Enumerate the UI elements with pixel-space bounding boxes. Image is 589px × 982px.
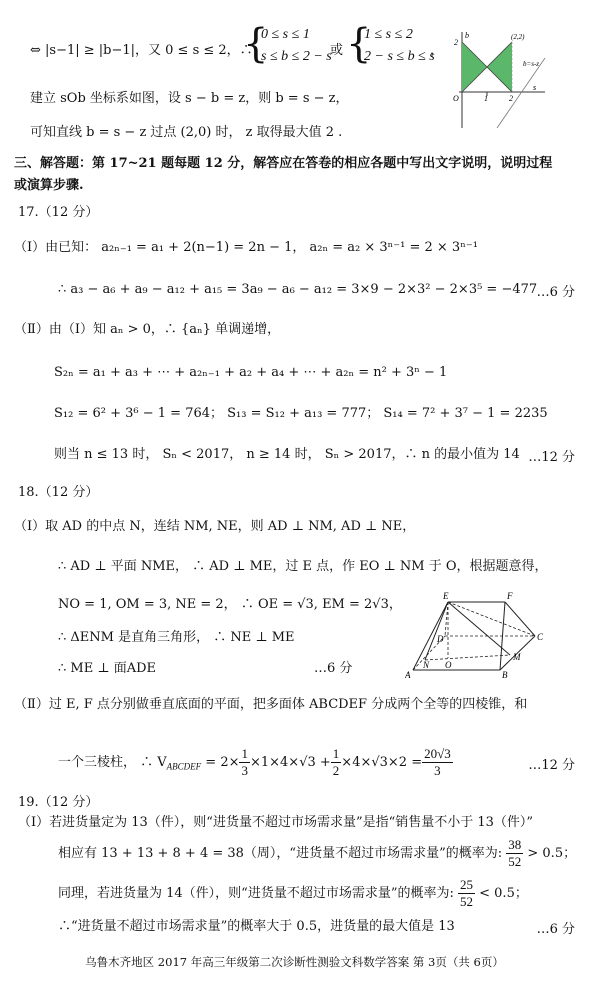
top-line-1-text: ⇔ |s−1| ≥ |b−1|，又 0 ≤ s ≤ 2，∴ (30, 43, 253, 58)
system1-row1: 0 ≤ s ≤ 1 (261, 27, 310, 42)
comma: ， (430, 43, 444, 58)
point-M: M (513, 652, 521, 662)
vertex-C: C (537, 632, 544, 642)
q17-s12-line: S₁₂ = 6² + 3⁶ − 1 = 764； S₁₃ = S₁₂ + a₁₃ = 777； S₁₄ = 7² + 3⁷ − 1 = 2235 (54, 406, 548, 421)
vertex-B: B (502, 670, 508, 680)
volume-part-d: ×4×√3×2 = (341, 755, 423, 770)
top-line-2: 建立 sOb 坐标系如图，设 s − b = z，则 b = s − z， (30, 91, 349, 106)
q18-part2-score: …12 分 (528, 758, 575, 773)
tick-1-x: 1 (484, 94, 488, 103)
brace-system-2 (346, 21, 442, 70)
shaded-region (462, 42, 487, 92)
q19-line-4: ∴“进货量不超过市场需求量”的概率大于 0.5，进货量的最大值是 13 (58, 919, 455, 934)
fraction-38-52: $\frac{38}{52}$ (508, 837, 522, 869)
q17-part1-line: （Ⅰ）由已知： a₂ₙ₋₁ = a₁ + 2(n−1) = 2n − 1， a₂ₙ = a₂ × 3ⁿ⁻¹ = 2 × 3ⁿ⁻¹ (14, 240, 478, 255)
vertex-F: F (507, 591, 513, 601)
line-label: b=s-z (523, 60, 540, 68)
point-N: N (423, 660, 430, 670)
q19-heading: 19.（12 分） (18, 795, 99, 810)
tick-2-y: 2 (454, 38, 458, 47)
volume-subscript: ABCDEF (166, 761, 202, 772)
q17-part2-line: （Ⅱ）由（Ⅰ）知 aₙ > 0，∴ {aₙ} 单调递增， (14, 322, 281, 337)
q18-heading: 18.（12 分） (18, 485, 99, 500)
left-brace-2: { (346, 21, 372, 67)
q18-line-3: NO = 1, OM = 3, NE = 2， ∴ OE = √3, EM = 2√3， (58, 597, 402, 612)
region-graph (445, 28, 575, 133)
volume-lead: 一个三棱柱， ∴ V (58, 755, 167, 770)
left-brace-1: { (243, 21, 269, 67)
axis-s-label: s (533, 83, 537, 92)
q19-line-2-tail: > 0.5； (527, 846, 577, 861)
q17-sum-line: S₂ₙ = a₁ + a₃ + ⋯ + a₂ₙ₋₁ + a₂ + a₄ + ⋯ + a₂ₙ = n² + 3ⁿ − 1 (54, 365, 448, 380)
volume-part-c: ×1×4×√3 + (249, 755, 331, 770)
vertex-A: A (405, 670, 411, 680)
fraction-result: $\frac{20√3}{3}$ (424, 746, 451, 778)
q18-line-2: ∴ AD ⊥ 平面 NME， ∴ AD ⊥ ME，过 E 点，作 EO ⊥ NM 于 O，根据题意得， (58, 559, 548, 574)
q17-heading: 17.（12 分） (18, 205, 99, 220)
system2-row2: 2 − s ≤ b ≤ s (364, 49, 435, 64)
top-line-1 (30, 42, 253, 60)
q19-score: …6 分 (536, 922, 575, 937)
vertex-D: D (437, 634, 444, 644)
q19-line-1: （Ⅰ）若进货量定为 13（件），则“进货量不超过市场需求量”是指“销售量不小于 13（件）” (18, 815, 534, 830)
q17-part1-score: …6 分 (536, 285, 575, 300)
polyhedron-figure (405, 590, 555, 680)
q18-part1-line: （Ⅰ）取 AD 的中点 N，连结 NM, NE，则 AD ⊥ NM, AD ⊥ NE， (14, 519, 416, 534)
section-3-title-2: 或演算步骤. (14, 178, 84, 193)
q18-part1-score: …6 分 (314, 661, 353, 676)
q17-part1-calc: ∴ a₃ − a₆ + a₉ − a₁₂ + a₁₅ = 3a₉ − a₆ − a₁₂ = 3×9 − 2×3² − 2×3⁵ = −477 (58, 282, 538, 297)
point-O: O (445, 660, 452, 670)
q19-line-2 (58, 836, 576, 872)
q18-volume-line (58, 745, 453, 785)
vertex-E: E (443, 591, 449, 601)
axis-b-label: b (465, 31, 469, 40)
brace-system-1 (243, 21, 333, 70)
volume-part-b: = 2× (201, 755, 240, 770)
q17-conclusion: 则当 n ≤ 13 时， Sₙ < 2017， n ≥ 14 时， Sₙ > 2017，∴ n 的最小值为 14 (54, 447, 520, 462)
system1-row2: s ≤ b ≤ 2 − s (261, 49, 332, 64)
page-footer: 乌鲁木齐地区 2017 年高三年级第二次诊断性测验文科数学答案 第 3页（共 6页） (85, 955, 504, 969)
origin-label: O (453, 94, 459, 103)
fraction-1-2: $\frac{1}{2}$ (332, 746, 340, 778)
point-2-2-label: (2,2) (511, 33, 525, 41)
tick-2-x: 2 (509, 94, 513, 103)
fraction-1-3: $\frac{1}{3}$ (241, 746, 248, 778)
q18-line-4: ∴ ΔENM 是直角三角形， ∴ NE ⊥ ME (58, 630, 295, 645)
shaded-region-2 (487, 42, 512, 92)
q19-line-3 (58, 876, 528, 912)
q18-part2-line: （Ⅱ）过 E, F 点分别做垂直底面的平面，把多面体 ABCDEF 分成两个全等的四棱锥，和 (14, 697, 528, 712)
top-line-3: 可知直线 b = s − z 过点 (2,0) 时， z 取得最大值 2 . (30, 125, 343, 140)
section-3-title: 三、解答题：第 17~21 题每题 12 分，解答应在答卷的相应各题中写出文字说明，说明过程 (14, 156, 553, 171)
or-word: 或 (330, 43, 344, 58)
q17-part2-score: …12 分 (528, 450, 575, 465)
q19-line-2-text: 相应有 13 + 13 + 8 + 4 = 38（周），“进货量不超过市场需求量”的概率为: (58, 846, 503, 861)
fraction-25-52: $\frac{25}{52}$ (460, 877, 473, 909)
q19-line-3-text: 同理，若进货量为 14（件），则“进货量不超过市场需求量”的概率为: (58, 886, 454, 901)
q19-line-3-tail: < 0.5； (479, 886, 528, 901)
q18-line-5: ∴ ME ⊥ 面ADE (58, 661, 156, 676)
system2-row1: 1 ≤ s ≤ 2 (364, 27, 413, 42)
